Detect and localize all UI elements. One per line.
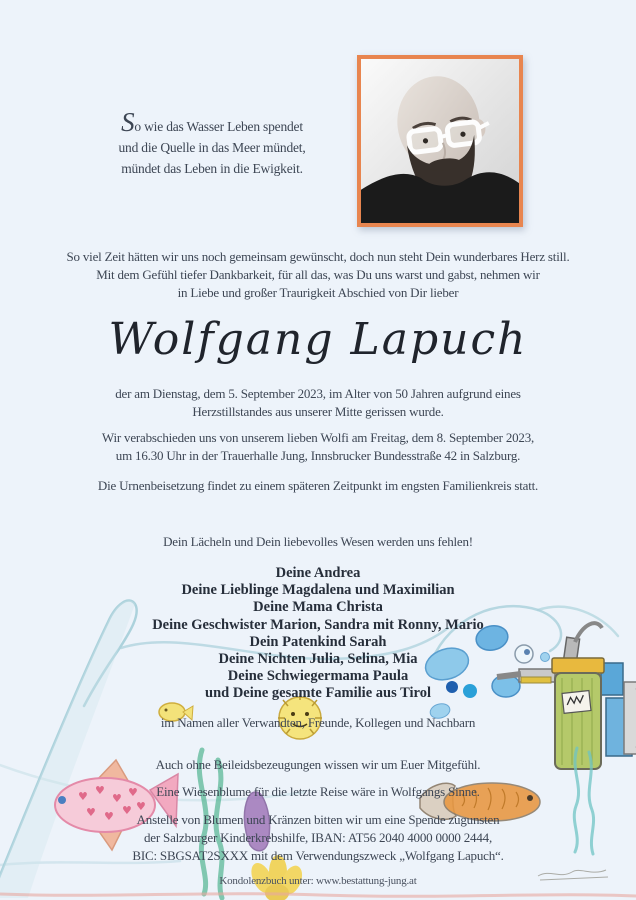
family-member-line: Deine Mama Christa	[253, 599, 383, 616]
death-details	[0, 385, 636, 421]
condolence-book-footer	[0, 872, 636, 890]
family-member-line: Dein Patenkind Sarah	[249, 633, 387, 650]
urn-line: Die Urnenbeisetzung findet zu einem späteren Zeitpunkt im engsten Familienkreis statt.	[97, 478, 539, 493]
in-name-statement	[0, 714, 636, 732]
donation-note	[0, 811, 636, 865]
family-member-line: Deine Andrea	[275, 565, 361, 581]
quote-line: So wie das Wasser Leben spendet	[121, 107, 303, 137]
farewell-line: Wir verabschieden uns von unserem lieben Wolfi am Freitag, dem 8. September 2023,	[101, 430, 535, 445]
portrait-photo	[357, 55, 523, 227]
svg-text:♥: ♥	[95, 784, 105, 797]
intro-line: So viel Zeit hätten wir uns noch gemeinsam gewünscht, doch nun steht Dein wunderbares Herz still.	[66, 249, 570, 264]
svg-text:♥: ♥	[78, 790, 88, 803]
death-line: der am Dienstag, dem 5. September 2023, im Alter von 50 Jahren aufgrund eines	[115, 386, 521, 401]
family-list	[0, 565, 636, 703]
family-member-line: Deine Geschwister Marion, Sandra mit Ronny, Mario	[152, 616, 484, 633]
svg-text:♥: ♥	[86, 806, 96, 819]
missing-statement	[0, 533, 636, 551]
family-member-line: Deine Schwiegermama Paula	[227, 668, 409, 685]
urn-note	[0, 477, 636, 495]
svg-text:♥: ♥	[104, 810, 114, 823]
family-member-line: Deine Nichten Julia, Selina, Mia	[218, 651, 418, 668]
quote-line: und die Quelle in das Meer mündet,	[118, 140, 306, 155]
intro-paragraph	[0, 248, 636, 302]
quote-line: mündet das Leben in die Ewigkeit.	[121, 161, 303, 176]
intro-line: Mit dem Gefühl tiefer Dankbarkeit, für all das, was Du uns warst und gabst, nehmen wir	[96, 267, 540, 282]
svg-text:♥: ♥	[128, 786, 138, 799]
farewell-line: um 16.30 Uhr in der Trauerhalle Jung, Innsbrucker Bundesstraße 42 in Salzburg.	[115, 448, 521, 463]
missing-line: Dein Lächeln und Dein liebevolles Wesen werden uns fehlen!	[163, 534, 473, 549]
family-member-line: Deine Lieblinge Magdalena und Maximilian	[181, 582, 455, 599]
donation-line: BIC: SBGSAT2SXXX mit dem Verwendungszweck „Wolfgang Lapuch“.	[132, 848, 504, 863]
svg-text:♥: ♥	[122, 804, 132, 817]
flower-line: Eine Wiesenblume für die letzte Reise wäre in Wolfgangs Sinne.	[156, 784, 480, 799]
donation-line: der Salzburger Kinderkrebshilfe, IBAN: AT56 2040 4000 0000 2444,	[143, 830, 492, 845]
farewell-details	[0, 429, 636, 465]
death-line: Herzstillstandes aus unserer Mitte gerissen wurde.	[192, 404, 444, 419]
flower-note	[0, 783, 636, 801]
intro-line: in Liebe und großer Traurigkeit Abschied von Dir lieber	[177, 285, 459, 300]
deceased-name: Wolfgang Lapuch	[108, 314, 528, 365]
condolence-line: Auch ohne Beileidsbezeugungen wissen wir um Euer Mitgefühl.	[155, 757, 481, 772]
svg-text:♥: ♥	[136, 800, 146, 813]
portrait-image	[361, 59, 519, 223]
in-name-line: im Namen aller Verwandten, Freunde, Kollegen und Nachbarn	[160, 715, 476, 730]
donation-line: Anstelle von Blumen und Kränzen bitten wir um eine Spende zugunsten	[136, 812, 500, 827]
family-member-line: und Deine gesamte Familie aus Tirol	[205, 685, 431, 702]
condolence-book-line: Kondolenzbuch unter: www.bestattung-jung.at	[219, 875, 417, 887]
opening-quote	[52, 107, 372, 179]
condolence-note	[0, 756, 636, 774]
svg-text:♥: ♥	[112, 792, 122, 805]
